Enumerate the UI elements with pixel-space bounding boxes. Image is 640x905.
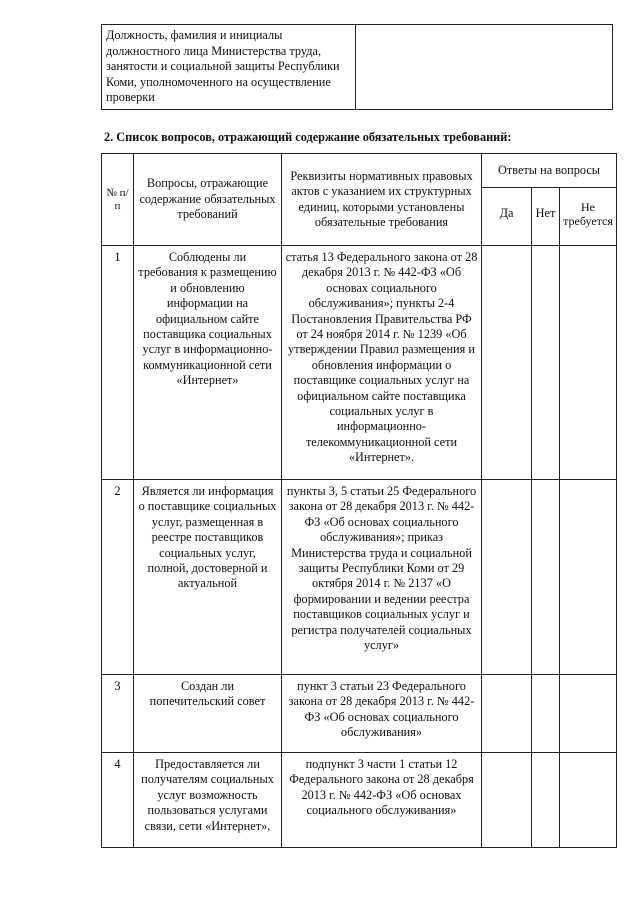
header-no: Нет: [532, 188, 560, 246]
table-row: [102, 246, 617, 480]
header-num: № п/п: [102, 154, 134, 246]
header-questions: Вопросы, отражающие содержание обязательных требований: [134, 154, 282, 246]
answer-not-required-cell[interactable]: [560, 246, 617, 480]
answer-not-required-cell[interactable]: [560, 753, 617, 848]
official-info-row: [102, 25, 613, 110]
row-requisites: подпункт 3 части 1 статьи 12 Федерального закона от 28 декабря 2013 г. № 442-ФЗ «Об основах социального обслуживания»: [282, 753, 482, 848]
row-number: 4: [102, 753, 134, 848]
row-question: Является ли информация о поставщике социальных услуг, размещенная в реестре поставщиков социальных услуг, полной, достоверной и актуальной: [134, 480, 282, 675]
header-requisites: Реквизиты нормативных правовых актов с указанием их структурных единиц, которыми установлены обязательные требования: [282, 154, 482, 246]
row-requisites: статья 13 Федерального закона от 28 декабря 2013 г. № 442-ФЗ «Об основах социального обслуживания»; пункты 2-4 Постановления Правительства РФ от 24 ноября 2014 г. № 1239 «Об утверждении Правил размещения и обновления информации о поставщике социальных услуг на официальном сайте поставщика социальных услуг в информационно-телекоммуникационной сети «Интернет».: [282, 246, 482, 480]
requirements-table: [101, 153, 617, 848]
row-number: 2: [102, 480, 134, 675]
row-question: Предоставляется ли получателям социальных услуг возможность пользоваться услугами связи, сети «Интернет»,: [134, 753, 282, 848]
official-value-field[interactable]: [356, 25, 613, 110]
answer-not-required-cell[interactable]: [560, 675, 617, 753]
answer-no-cell[interactable]: [532, 753, 560, 848]
answer-not-required-cell[interactable]: [560, 480, 617, 675]
header-yes: Да: [482, 188, 532, 246]
section-title: 2. Список вопросов, отражающий содержание обязательных требований:: [104, 130, 512, 144]
official-label: Должность, фамилия и инициалы должностного лица Министерства труда, занятости и социальной защиты Республики Коми, уполномоченного на осуществление проверки: [102, 25, 356, 110]
table-row: [102, 480, 617, 675]
answer-yes-cell[interactable]: [482, 675, 532, 753]
table-row: [102, 753, 617, 848]
answer-no-cell[interactable]: [532, 480, 560, 675]
row-requisites: пункт 3 статьи 23 Федерального закона от 28 декабря 2013 г. № 442-ФЗ «Об основах социального обслуживания»: [282, 675, 482, 753]
answer-no-cell[interactable]: [532, 246, 560, 480]
official-info-table: [101, 24, 613, 110]
row-question: Соблюдены ли требования к размещению и обновлению информации на официальном сайте поставщика социальных услуг в информационно-коммуникационной сети «Интернет»: [134, 246, 282, 480]
header-answers: Ответы на вопросы: [482, 154, 617, 188]
answer-yes-cell[interactable]: [482, 246, 532, 480]
row-number: 1: [102, 246, 134, 480]
header-row: [102, 154, 617, 188]
table-row: [102, 675, 617, 753]
header-not-required: Не требуется: [560, 188, 617, 246]
answer-yes-cell[interactable]: [482, 480, 532, 675]
row-requisites: пункты 3, 5 статьи 25 Федерального закона от 28 декабря 2013 г. № 442-ФЗ «Об основах социального обслуживания»; приказ Министерства труда и социальной защиты Республики Коми от 29 октября 2014 г. № 2137 «О формировании и ведении реестра поставщиков социальных услуг и регистра получателей социальных услуг»: [282, 480, 482, 675]
row-question: Создан ли попечительский совет: [134, 675, 282, 753]
row-number: 3: [102, 675, 134, 753]
answer-no-cell[interactable]: [532, 675, 560, 753]
answer-yes-cell[interactable]: [482, 753, 532, 848]
